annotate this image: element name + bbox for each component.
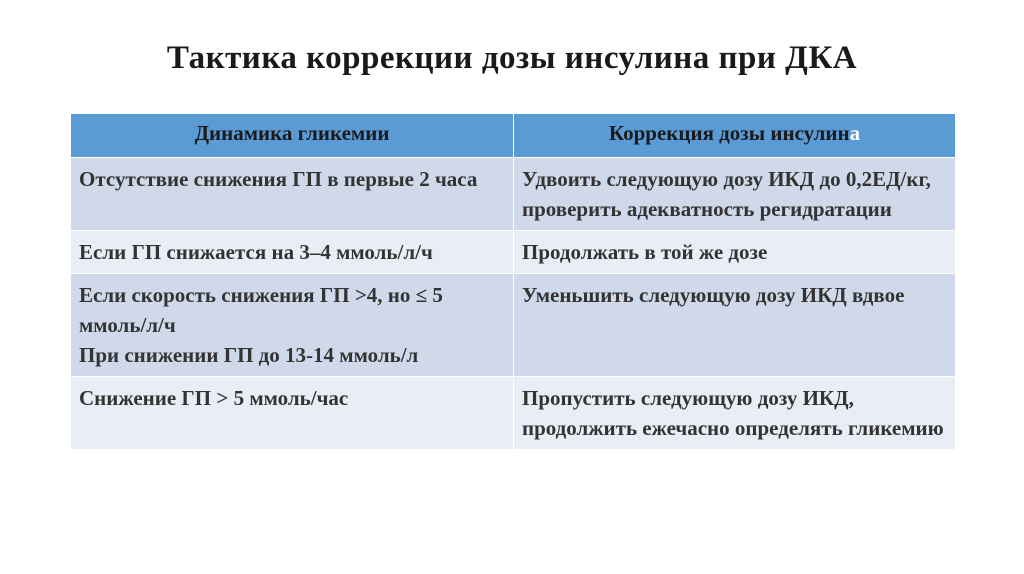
table-row bbox=[71, 158, 956, 231]
correction-text: Пропустить следующую дозу ИКД, продолжить ежечасно определять гликемию bbox=[522, 386, 944, 440]
glycemia-cell bbox=[71, 231, 514, 274]
header-insulin-dose-correction bbox=[514, 114, 956, 158]
table-row bbox=[71, 274, 956, 377]
glycemia-cell bbox=[71, 274, 514, 377]
glycemia-text: Отсутствие снижения ГП в первые 2 часа bbox=[79, 167, 478, 191]
correction-text: Продолжать в той же дозе bbox=[522, 240, 768, 264]
glycemia-text: Если скорость снижения ГП >4, но ≤ 5 ммоль/л/ч bbox=[79, 283, 443, 337]
header-glycemia-dynamics: Динамика гликемии bbox=[71, 114, 514, 158]
glycemia-text-secondary: При снижении ГП до 13-14 ммоль/л bbox=[79, 343, 419, 367]
slide-title: Тактика коррекции дозы инсулина при ДКА bbox=[166, 40, 858, 76]
glycemia-cell bbox=[71, 158, 514, 231]
correction-text: Удвоить следующую дозу ИКД до 0,2ЕД/кг, проверить адекватность регидратации bbox=[522, 167, 931, 221]
insulin-correction-table bbox=[70, 113, 956, 450]
correction-cell bbox=[514, 231, 956, 274]
correction-cell bbox=[514, 377, 956, 450]
correction-cell bbox=[514, 274, 956, 377]
correction-text: Уменьшить следующую дозу ИКД вдвое bbox=[522, 283, 905, 307]
glycemia-text: Снижение ГП > 5 ммоль/час bbox=[79, 386, 349, 410]
correction-cell bbox=[514, 158, 956, 231]
table-row bbox=[71, 377, 956, 450]
header-insulin-dose-correction-text: Коррекция дозы инсулин bbox=[608, 121, 850, 145]
glycemia-text: Если ГП снижается на 3–4 ммоль/л/ч bbox=[79, 240, 433, 264]
header-insulin-dose-correction-last-letter: а bbox=[849, 121, 861, 145]
glycemia-cell bbox=[71, 377, 514, 450]
table-header-row bbox=[71, 114, 956, 158]
table-row bbox=[71, 231, 956, 274]
